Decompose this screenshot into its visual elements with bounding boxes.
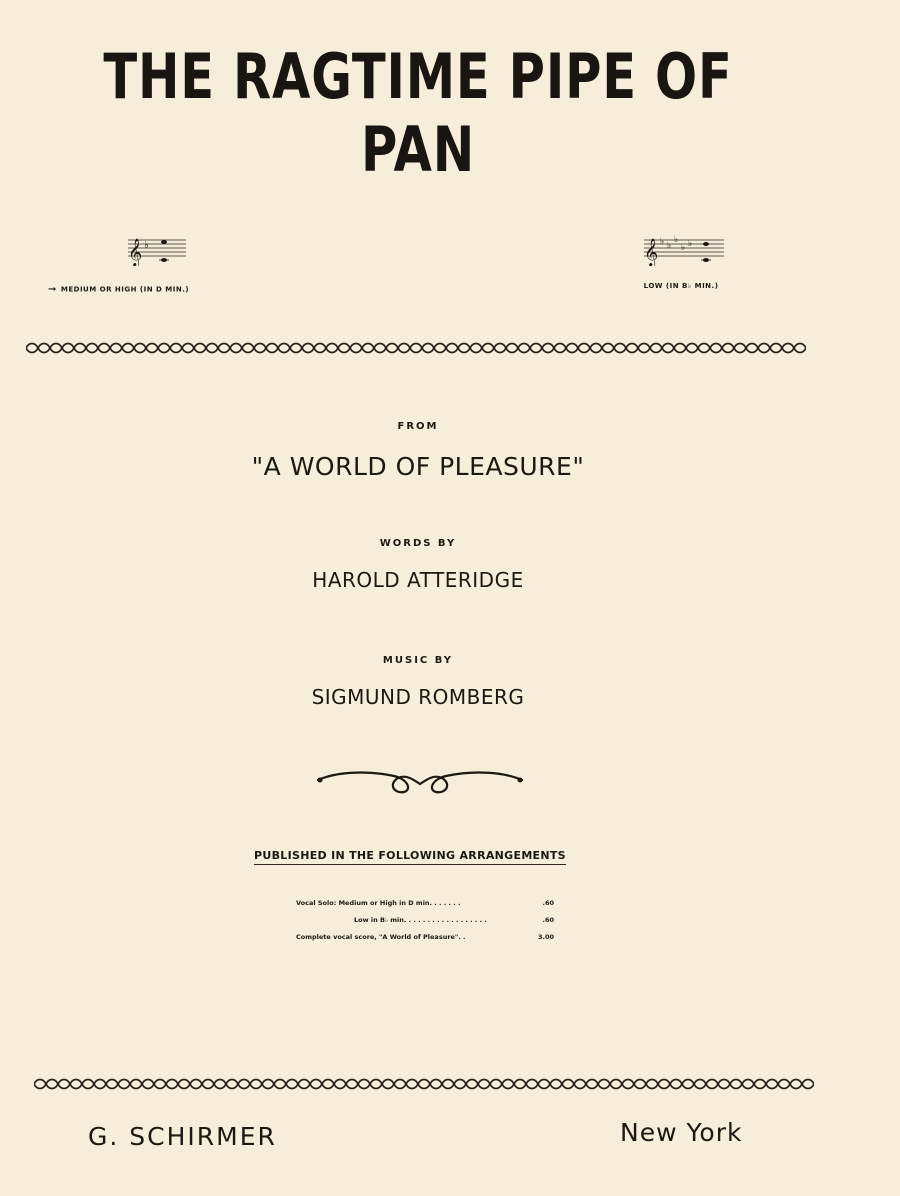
- words-by-label: WORDS BY: [379, 538, 457, 549]
- arrangement-label: Low in B♭ min. . . . . . . . . . . . . . . . . .: [354, 916, 487, 924]
- svg-text:𝄞: 𝄞: [128, 238, 143, 266]
- arrangement-price: .60: [542, 899, 554, 907]
- key-low: [626, 230, 736, 290]
- svg-text:♭: ♭: [688, 239, 693, 249]
- svg-text:♭: ♭: [660, 237, 665, 247]
- svg-text:𝄞: 𝄞: [644, 238, 659, 266]
- rope-border: [34, 1076, 814, 1092]
- list-item: [296, 899, 554, 916]
- list-item: [296, 916, 554, 933]
- arrangement-price: 3.00: [537, 933, 554, 941]
- publisher-city: New York: [620, 1118, 743, 1147]
- key-medium-high: [48, 230, 248, 295]
- key-label-left: MEDIUM OR HIGH (IN D MIN.): [60, 285, 190, 294]
- svg-text:♭: ♭: [667, 241, 672, 251]
- page-title: THE RAGTIME PIPE OF PAN: [103, 40, 733, 186]
- svg-text:♭: ♭: [681, 243, 686, 253]
- svg-text:♭: ♭: [144, 240, 149, 251]
- composer-name: SIGMUND ROMBERG: [311, 685, 525, 709]
- publisher-name: G. SCHIRMER: [88, 1122, 277, 1151]
- arrangement-label: Vocal Solo: Medium or High in D min. . . . . . .: [296, 899, 461, 907]
- arrangement-label: Complete vocal score, "A World of Pleasure". .: [296, 933, 466, 941]
- arrangements-list: [296, 899, 554, 950]
- list-item: [296, 933, 554, 950]
- svg-text:♭: ♭: [674, 235, 679, 245]
- arrangements-heading: PUBLISHED IN THE FOLLOWING ARRANGEMENTS: [254, 849, 566, 865]
- key-label-right: LOW (IN B♭ MIN.): [643, 282, 719, 290]
- treble-clef-icon: [124, 230, 324, 266]
- arrow-right-icon: ➞: [48, 284, 57, 295]
- flourish-ornament: [316, 762, 524, 796]
- arrangement-price: .60: [542, 916, 554, 924]
- from-label: FROM: [397, 421, 439, 432]
- show-title: "A WORLD OF PLEASURE": [251, 452, 585, 481]
- lyricist-name: HAROLD ATTERIDGE: [312, 568, 524, 592]
- music-by-label: MUSIC BY: [382, 655, 454, 666]
- treble-clef-icon: [642, 230, 752, 266]
- rope-border: [26, 340, 806, 356]
